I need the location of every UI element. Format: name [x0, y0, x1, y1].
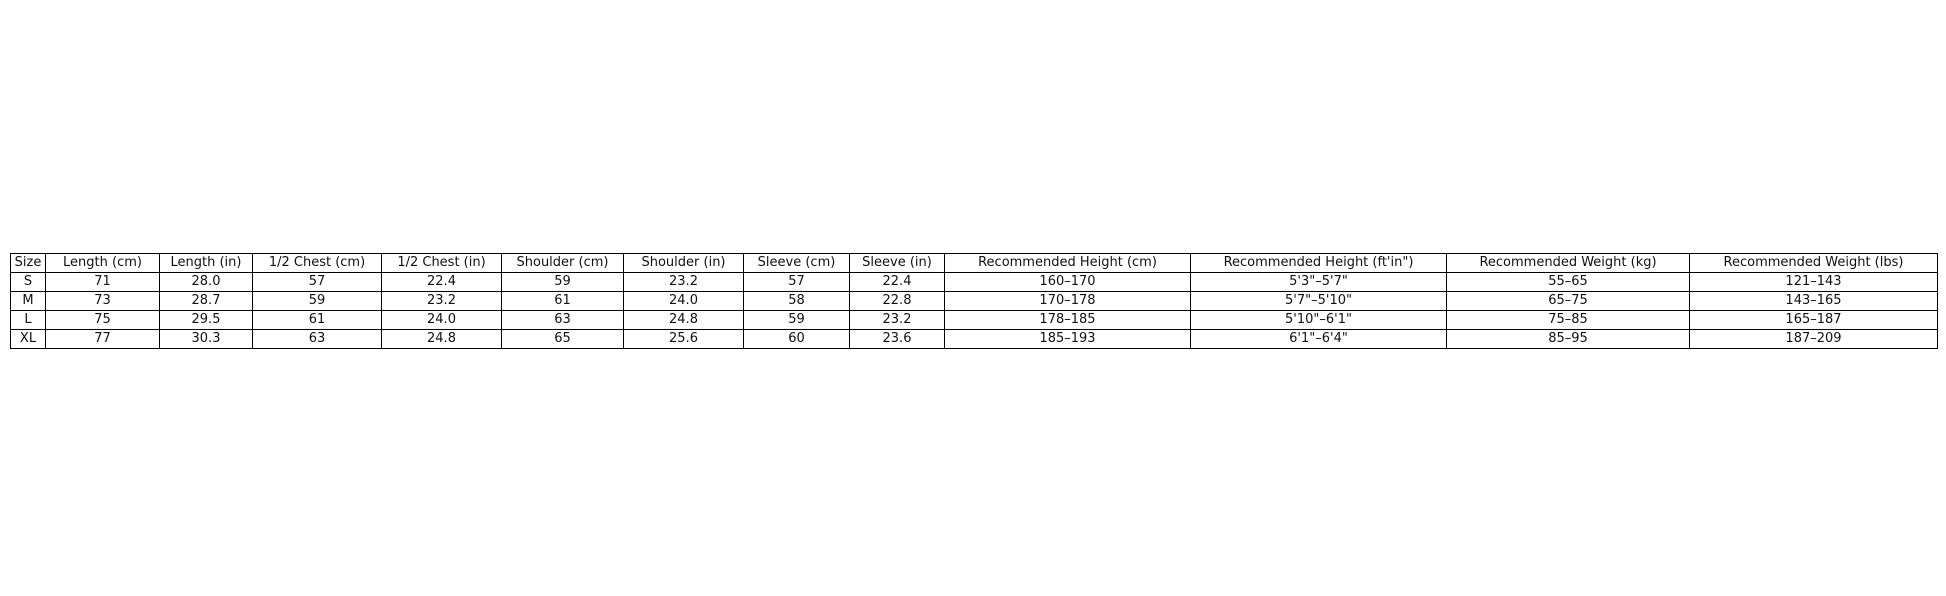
cell-sleeve-cm: 59 — [744, 311, 850, 330]
cell-length-cm: 73 — [46, 292, 160, 311]
cell-size: XL — [11, 330, 46, 349]
cell-rec-weight-lbs: 187–209 — [1690, 330, 1938, 349]
column-header-rec-height-cm: Recommended Height (cm) — [945, 254, 1191, 273]
cell-sleeve-in: 22.8 — [850, 292, 945, 311]
cell-length-cm: 71 — [46, 273, 160, 292]
column-header-rec-height-ftin: Recommended Height (ft'in") — [1191, 254, 1447, 273]
cell-length-in: 28.0 — [160, 273, 253, 292]
cell-length-in: 29.5 — [160, 311, 253, 330]
cell-rec-weight-lbs: 143–165 — [1690, 292, 1938, 311]
cell-length-cm: 75 — [46, 311, 160, 330]
cell-shoulder-in: 23.2 — [624, 273, 744, 292]
cell-length-cm: 77 — [46, 330, 160, 349]
cell-sleeve-in: 23.2 — [850, 311, 945, 330]
column-header-half-chest-in: 1/2 Chest (in) — [382, 254, 502, 273]
table-row-xl — [11, 330, 1938, 349]
size-chart-table — [10, 253, 1938, 349]
cell-sleeve-cm: 60 — [744, 330, 850, 349]
cell-rec-height-cm: 160–170 — [945, 273, 1191, 292]
cell-rec-height-cm: 170–178 — [945, 292, 1191, 311]
cell-rec-weight-kg: 75–85 — [1447, 311, 1690, 330]
cell-half-chest-in: 24.8 — [382, 330, 502, 349]
cell-shoulder-cm: 65 — [502, 330, 624, 349]
cell-half-chest-in: 23.2 — [382, 292, 502, 311]
column-header-shoulder-in: Shoulder (in) — [624, 254, 744, 273]
cell-half-chest-in: 24.0 — [382, 311, 502, 330]
cell-rec-weight-lbs: 165–187 — [1690, 311, 1938, 330]
column-header-rec-weight-kg: Recommended Weight (kg) — [1447, 254, 1690, 273]
cell-shoulder-in: 24.0 — [624, 292, 744, 311]
column-header-size: Size — [11, 254, 46, 273]
column-header-length-cm: Length (cm) — [46, 254, 160, 273]
table-row-l — [11, 311, 1938, 330]
cell-shoulder-in: 25.6 — [624, 330, 744, 349]
cell-half-chest-in: 22.4 — [382, 273, 502, 292]
cell-rec-height-ftin: 5'7"–5'10" — [1191, 292, 1447, 311]
cell-sleeve-in: 23.6 — [850, 330, 945, 349]
cell-rec-height-cm: 185–193 — [945, 330, 1191, 349]
cell-half-chest-cm: 57 — [253, 273, 382, 292]
cell-rec-height-ftin: 5'10"–6'1" — [1191, 311, 1447, 330]
cell-sleeve-cm: 58 — [744, 292, 850, 311]
cell-rec-height-ftin: 5'3"–5'7" — [1191, 273, 1447, 292]
cell-sleeve-in: 22.4 — [850, 273, 945, 292]
cell-rec-weight-lbs: 121–143 — [1690, 273, 1938, 292]
cell-rec-height-ftin: 6'1"–6'4" — [1191, 330, 1447, 349]
header-row — [11, 254, 1938, 273]
cell-rec-weight-kg: 85–95 — [1447, 330, 1690, 349]
cell-size: M — [11, 292, 46, 311]
cell-size: S — [11, 273, 46, 292]
column-header-rec-weight-lbs: Recommended Weight (lbs) — [1690, 254, 1938, 273]
cell-shoulder-in: 24.8 — [624, 311, 744, 330]
cell-rec-height-cm: 178–185 — [945, 311, 1191, 330]
cell-length-in: 30.3 — [160, 330, 253, 349]
cell-shoulder-cm: 63 — [502, 311, 624, 330]
column-header-half-chest-cm: 1/2 Chest (cm) — [253, 254, 382, 273]
cell-shoulder-cm: 59 — [502, 273, 624, 292]
cell-size: L — [11, 311, 46, 330]
cell-sleeve-cm: 57 — [744, 273, 850, 292]
table-row-s — [11, 273, 1938, 292]
cell-half-chest-cm: 59 — [253, 292, 382, 311]
column-header-sleeve-cm: Sleeve (cm) — [744, 254, 850, 273]
cell-length-in: 28.7 — [160, 292, 253, 311]
table-row-m — [11, 292, 1938, 311]
cell-shoulder-cm: 61 — [502, 292, 624, 311]
cell-rec-weight-kg: 55–65 — [1447, 273, 1690, 292]
cell-rec-weight-kg: 65–75 — [1447, 292, 1690, 311]
cell-half-chest-cm: 61 — [253, 311, 382, 330]
cell-half-chest-cm: 63 — [253, 330, 382, 349]
column-header-sleeve-in: Sleeve (in) — [850, 254, 945, 273]
column-header-length-in: Length (in) — [160, 254, 253, 273]
column-header-shoulder-cm: Shoulder (cm) — [502, 254, 624, 273]
